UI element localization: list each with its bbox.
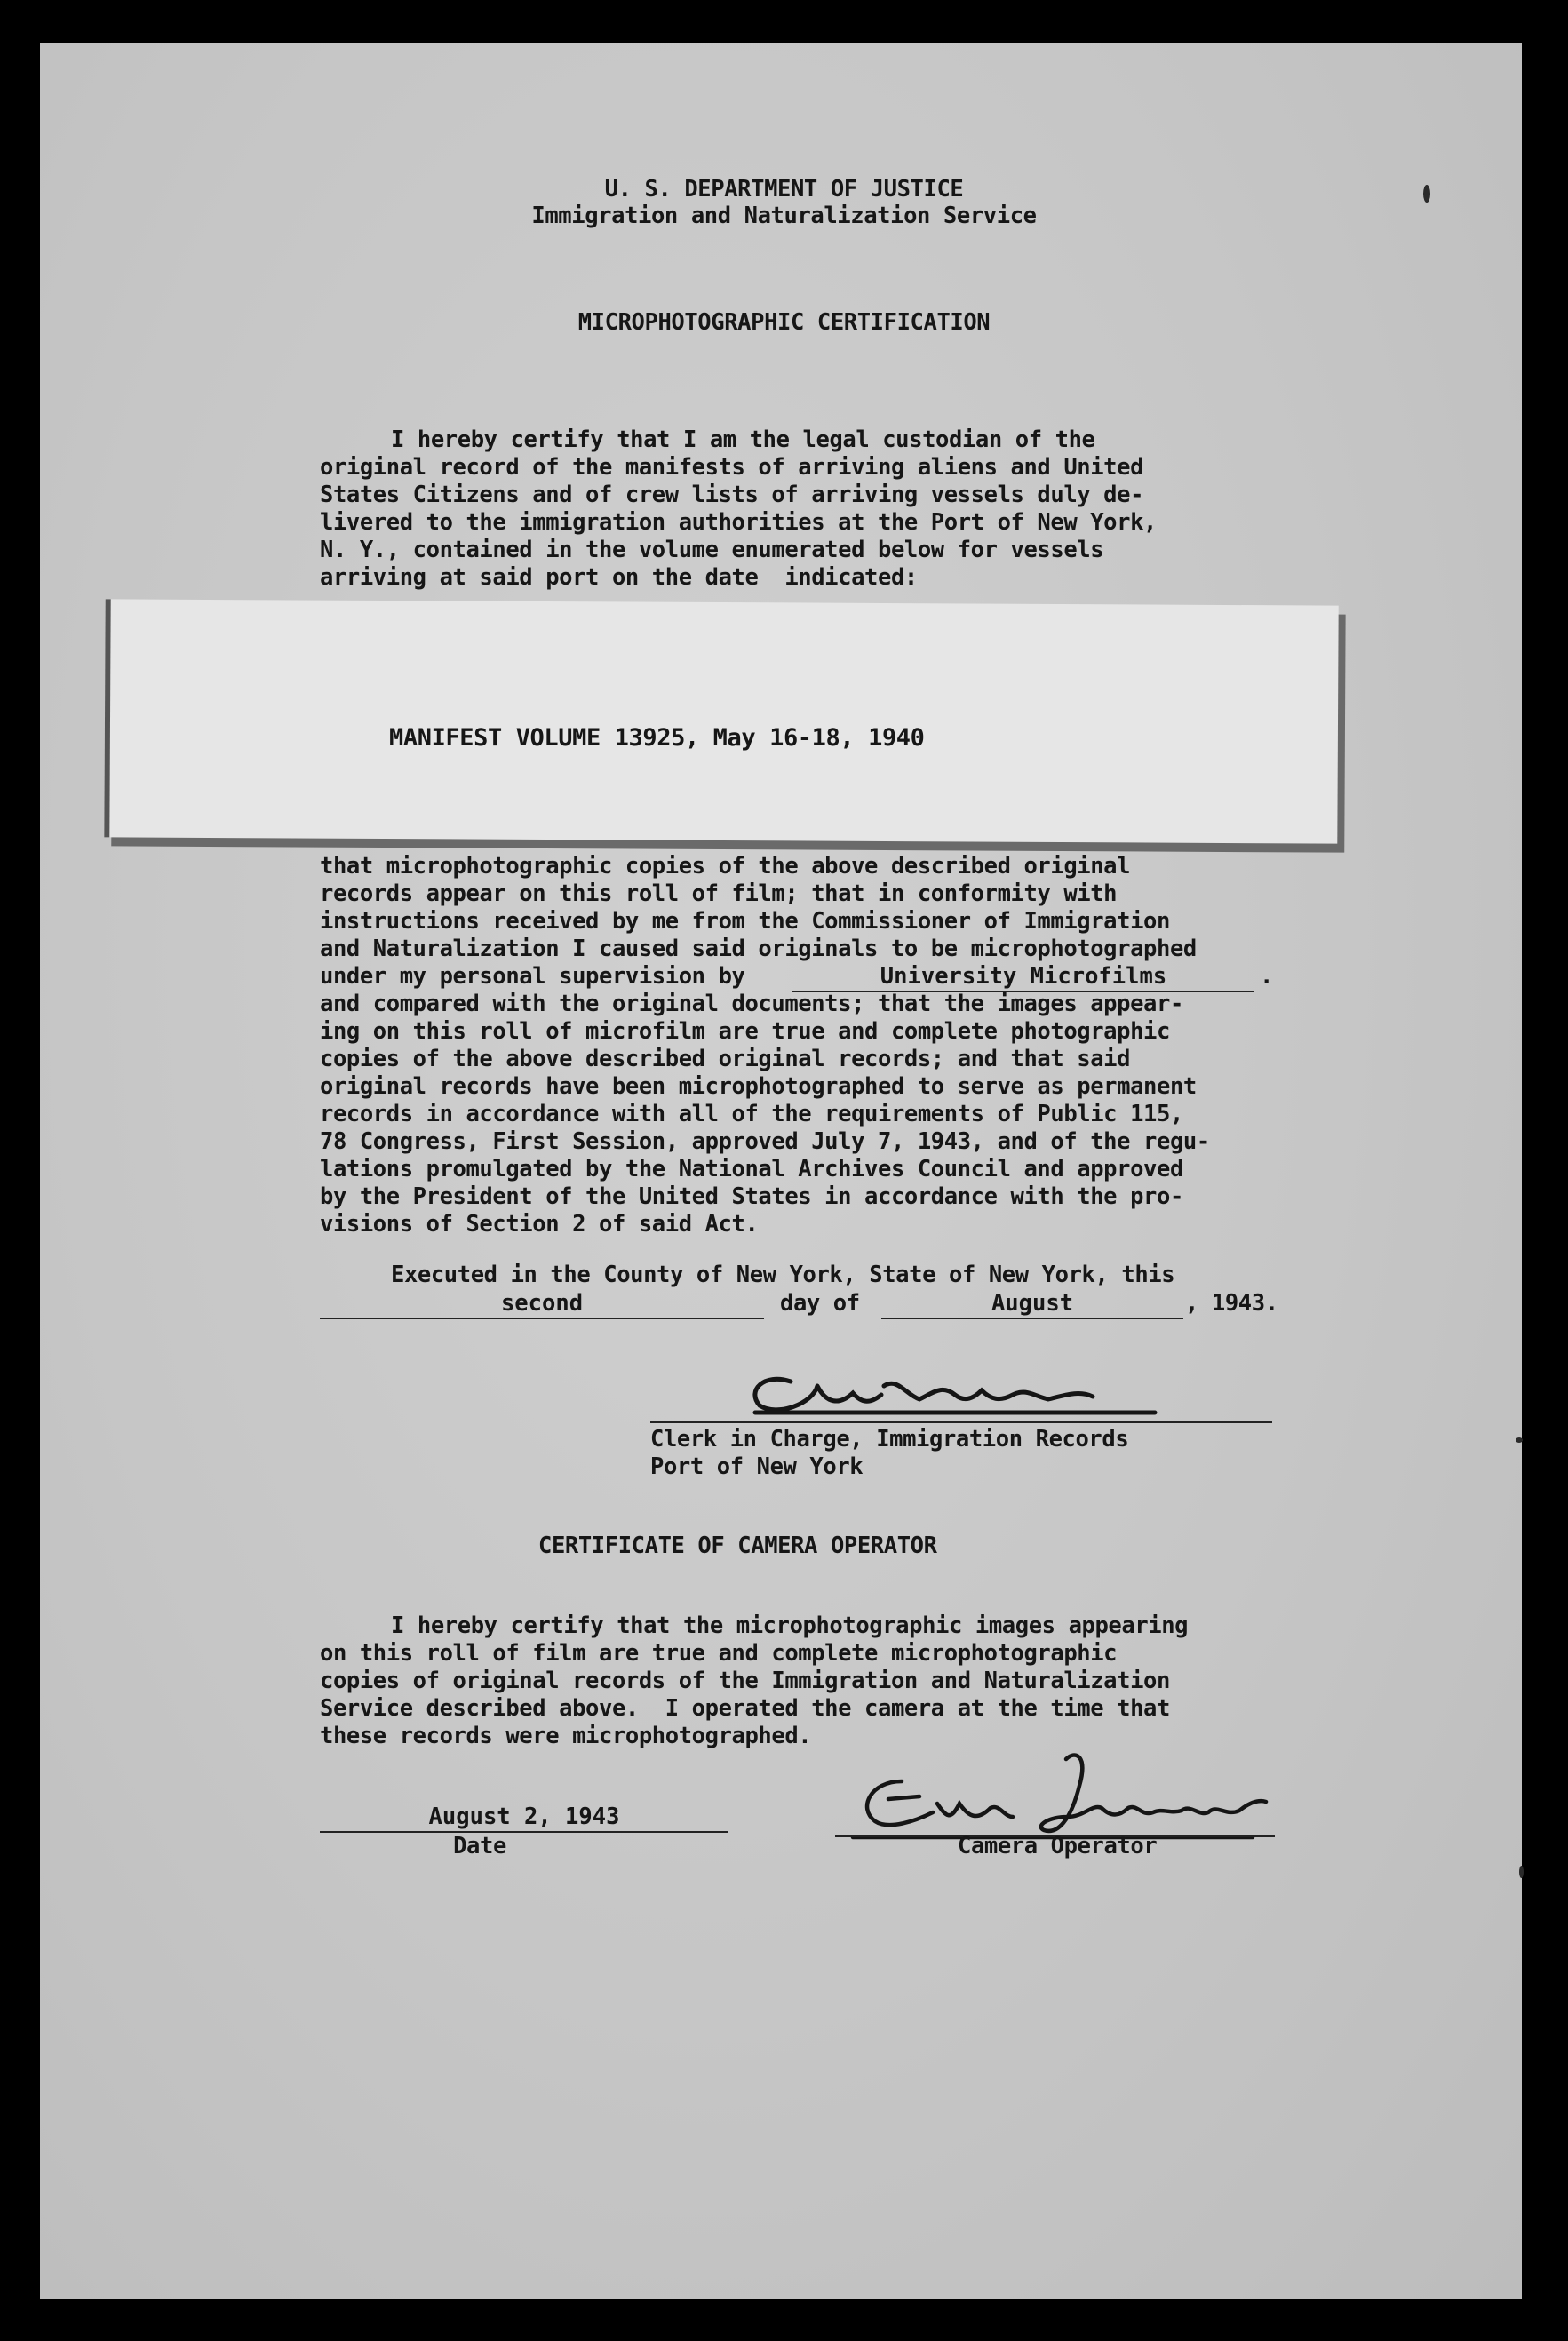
body-line: instructions received by me from the Commissioner of Immigration [320, 908, 1170, 935]
executed-month-field: August [881, 1290, 1183, 1319]
scan-mark [1519, 1866, 1524, 1878]
body-line: and compared with the original documents; that the images appear- [320, 991, 1183, 1017]
camera-line: copies of original records of the Immigration and Naturalization [320, 1668, 1170, 1694]
manifest-volume: MANIFEST VOLUME 13925, May 16-18, 1940 [389, 724, 925, 752]
camera-certificate-title: CERTIFICATE OF CAMERA OPERATOR [538, 1533, 937, 1559]
intro-line: N. Y., contained in the volume enumerated below for vessels [320, 537, 1104, 563]
body-line: 78 Congress, First Session, approved July 7, 1943, and of the regu- [320, 1128, 1210, 1155]
body-line: records in accordance with all of the requirements of Public 115, [320, 1101, 1183, 1127]
operator-signature [835, 1732, 1279, 1848]
clerk-title: Clerk in Charge, Immigration Records [650, 1426, 1129, 1453]
executed-year: , 1943. [1185, 1290, 1278, 1317]
executed-day-of: day of [780, 1290, 860, 1317]
department-heading: U. S. DEPARTMENT OF JUSTICE [604, 176, 964, 203]
svg-text:Eva Jackson: Eva Jackson [1057, 1816, 1069, 1818]
body-line: ing on this roll of microfilm are true and complete photographic [320, 1018, 1170, 1045]
body-line: original records have been microphotographed to serve as permanent [320, 1073, 1197, 1100]
intro-line: States Citizens and of crew lists of arriving vessels duly de- [320, 482, 1144, 508]
clerk-signature-line [650, 1421, 1272, 1423]
body-line: lations promulgated by the National Archives Council and approved [320, 1156, 1183, 1182]
body-line: that microphotographic copies of the above described original [320, 853, 1131, 880]
intro-line: livered to the immigration authorities at the Port of New York, [320, 509, 1157, 536]
body-line: and Naturalization I caused said originals to be microphotographed [320, 936, 1197, 962]
body-line: under my personal supervision by [320, 963, 745, 990]
executed-line: Executed in the County of New York, State of New York, this [391, 1262, 1175, 1288]
service-heading: Immigration and Naturalization Service [531, 203, 1037, 229]
date-label: Date [453, 1833, 506, 1859]
intro-line: original record of the manifests of arriving aliens and United [320, 454, 1144, 481]
clerk-port: Port of New York [650, 1453, 864, 1480]
supervisor-field: University Microfilms [792, 963, 1254, 992]
camera-line: on this roll of film are true and complete microphotographic [320, 1640, 1118, 1667]
scan-mark [1423, 185, 1430, 203]
body-line: copies of the above described original records; and that said [320, 1046, 1131, 1072]
date-field: August 2, 1943 [320, 1804, 728, 1833]
certification-title: MICROPHOTOGRAPHIC CERTIFICATION [577, 309, 991, 336]
camera-line: I hereby certify that the microphotographic images appearing [391, 1612, 1189, 1639]
camera-line: Service described above. I operated the camera at the time that [320, 1695, 1170, 1722]
clerk-signature [728, 1350, 1173, 1426]
body-line: by the President of the United States in accordance with the pro- [320, 1183, 1183, 1210]
camera-line: these records were microphotographed. [320, 1723, 812, 1749]
scan-mark [1516, 1437, 1523, 1443]
body-line: visions of Section 2 of said Act. [320, 1211, 759, 1238]
intro-line: I hereby certify that I am the legal custodian of the [391, 426, 1095, 453]
intro-line: arriving at said port on the date indicated: [320, 564, 918, 591]
operator-label: Camera Operator [958, 1833, 1158, 1859]
manifest-slip [104, 599, 1338, 843]
executed-day-field: second [320, 1290, 764, 1319]
body-line: records appear on this roll of film; that in conformity with [320, 880, 1118, 907]
